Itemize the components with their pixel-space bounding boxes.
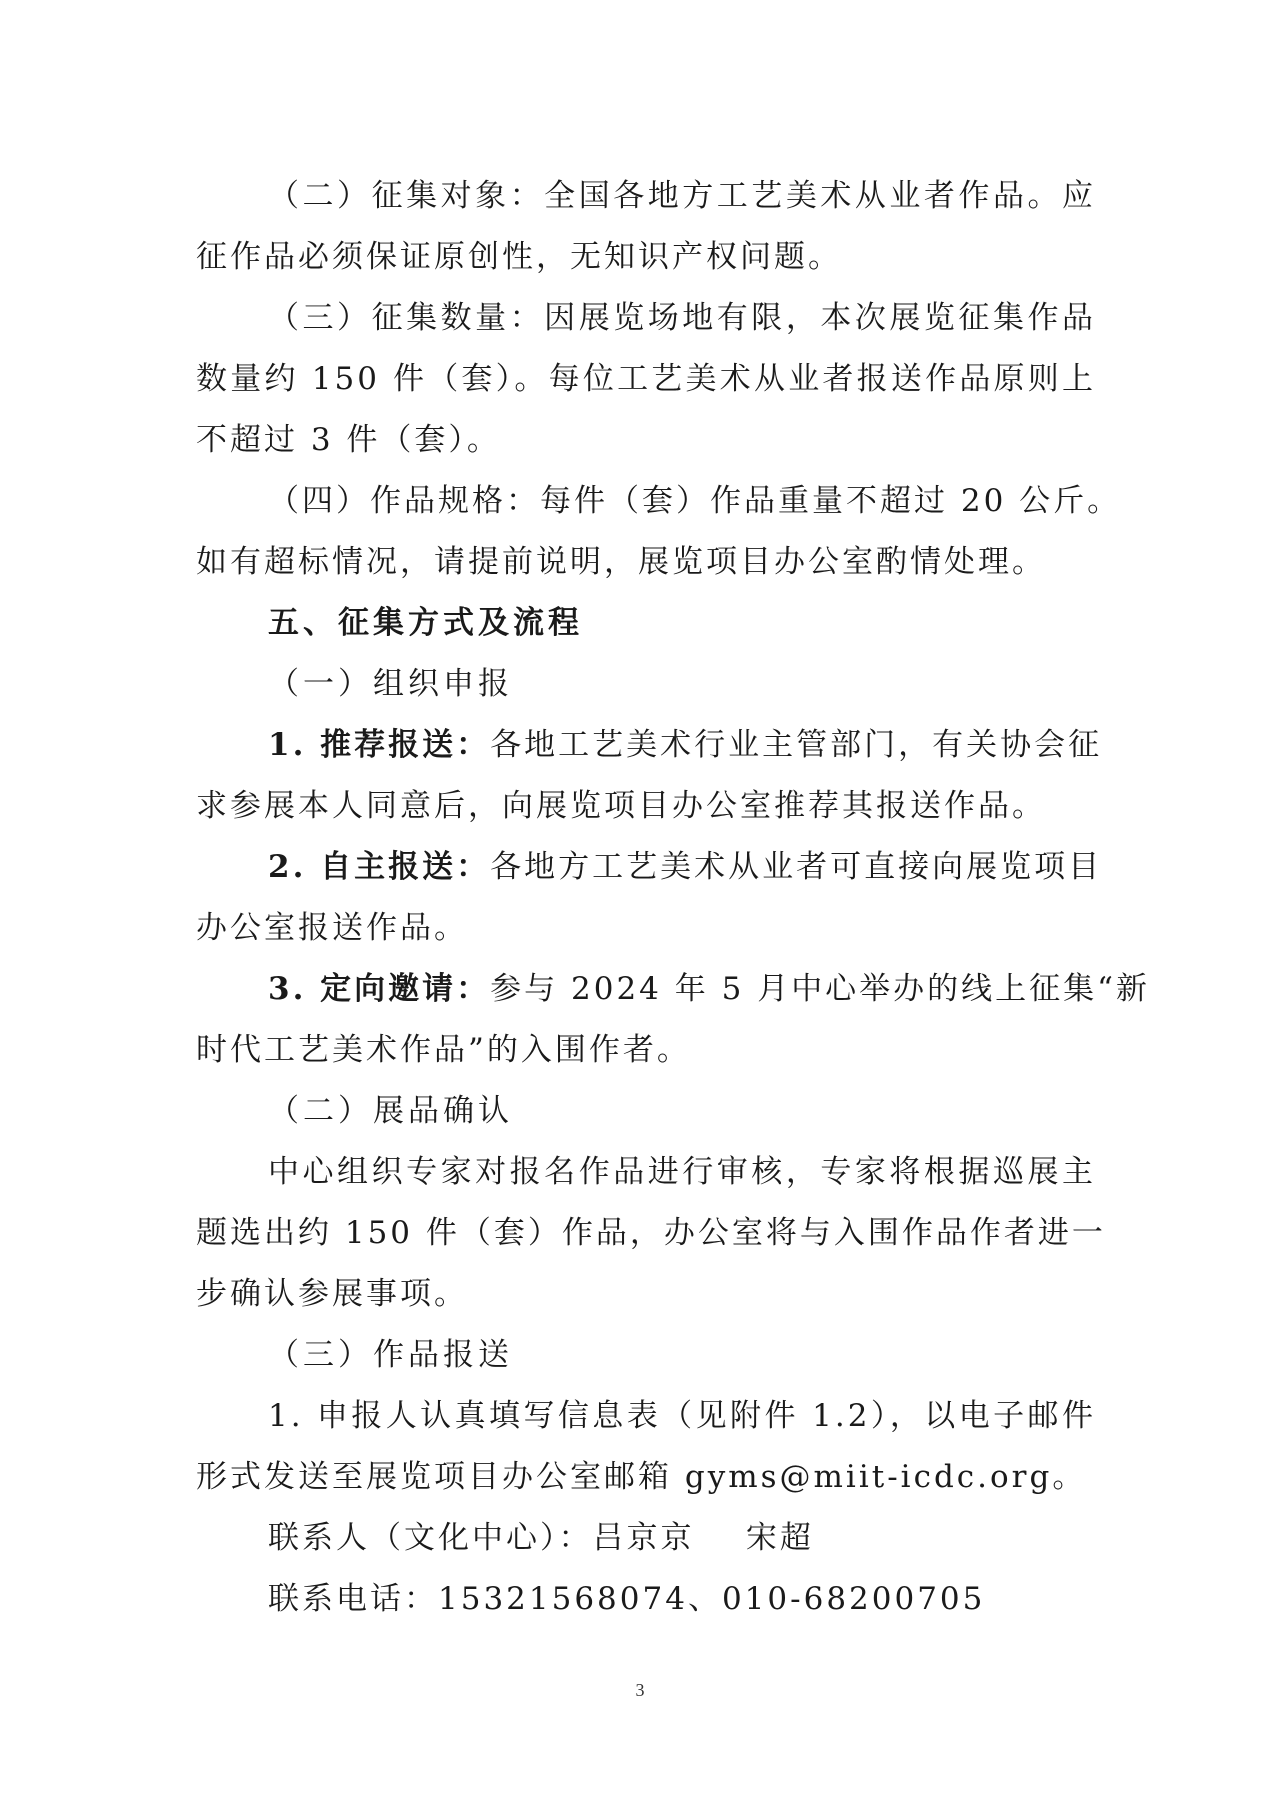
paragraph-line (196, 1447, 1096, 1508)
paragraph-line: 中心组织专家对报名作品进行审核，专家将根据巡展主 (268, 1154, 1096, 1190)
paragraph-line: 征作品必须保证原创性，无知识产权问题。 (196, 239, 842, 275)
section-heading: 五、征集方式及流程 (268, 605, 583, 641)
paragraph-line: 不超过 3 件（套）。 (196, 422, 501, 458)
paragraph-line: 求参展本人同意后，向展览项目办公室推荐其报送作品。 (196, 788, 1046, 824)
subsection-heading: （三）作品报送 (268, 1337, 513, 1373)
contact-person: 联系人（文化中心）：吕京京 宋超 (268, 1520, 814, 1556)
paragraph-line (196, 959, 1151, 1020)
page-number: 3 (635, 1680, 645, 1700)
paragraph-line: 1. 申报人认真填写信息表（见附件 1.2），以电子邮件 (268, 1398, 1096, 1434)
paragraph-line: 办公室报送作品。 (196, 910, 468, 946)
paragraph-line: （四）作品规格：每件（套）作品重量不超过 20 公斤。 (268, 483, 1122, 519)
paragraph-line: 数量约 150 件（套）。每位工艺美术从业者报送作品原则上 (196, 361, 1096, 397)
paragraph-line: （三）征集数量：因展览场地有限，本次展览征集作品 (268, 300, 1096, 336)
item-label: 1. 推荐报送： (268, 727, 491, 763)
paragraph-line: 步确认参展事项。 (196, 1276, 468, 1312)
item-text: 各地工艺美术行业主管部门，有关协会征 (490, 727, 1103, 763)
contact-phone: 联系电话：15321568074、010-68200705 (268, 1581, 986, 1617)
paragraph-line: 题选出约 150 件（套）作品，办公室将与入围作品作者进一 (196, 1215, 1106, 1251)
item-text: 参与 2024 年 5 月中心举办的线上征集“新 (490, 971, 1151, 1007)
paragraph-line (196, 715, 1103, 776)
item-text: 各地方工艺美术从业者可直接向展览项目 (490, 849, 1103, 885)
item-label: 2. 自主报送： (268, 849, 491, 885)
subsection-heading: （二）展品确认 (268, 1093, 513, 1129)
document-body (196, 166, 1151, 1630)
paragraph-line: 时代工艺美术作品”的入围作者。 (196, 1032, 691, 1068)
item-label: 3. 定向邀请： (268, 971, 491, 1007)
subsection-heading: （一）组织申报 (268, 666, 513, 702)
paragraph-line: （二）征集对象：全国各地方工艺美术从业者作品。应 (268, 178, 1096, 214)
paragraph-line (196, 837, 1103, 898)
email-text: 形式发送至展览项目办公室邮箱 gyms@miit-icdc.org。 (196, 1459, 1087, 1495)
paragraph-line: 如有超标情况，请提前说明，展览项目办公室酌情处理。 (196, 544, 1046, 580)
